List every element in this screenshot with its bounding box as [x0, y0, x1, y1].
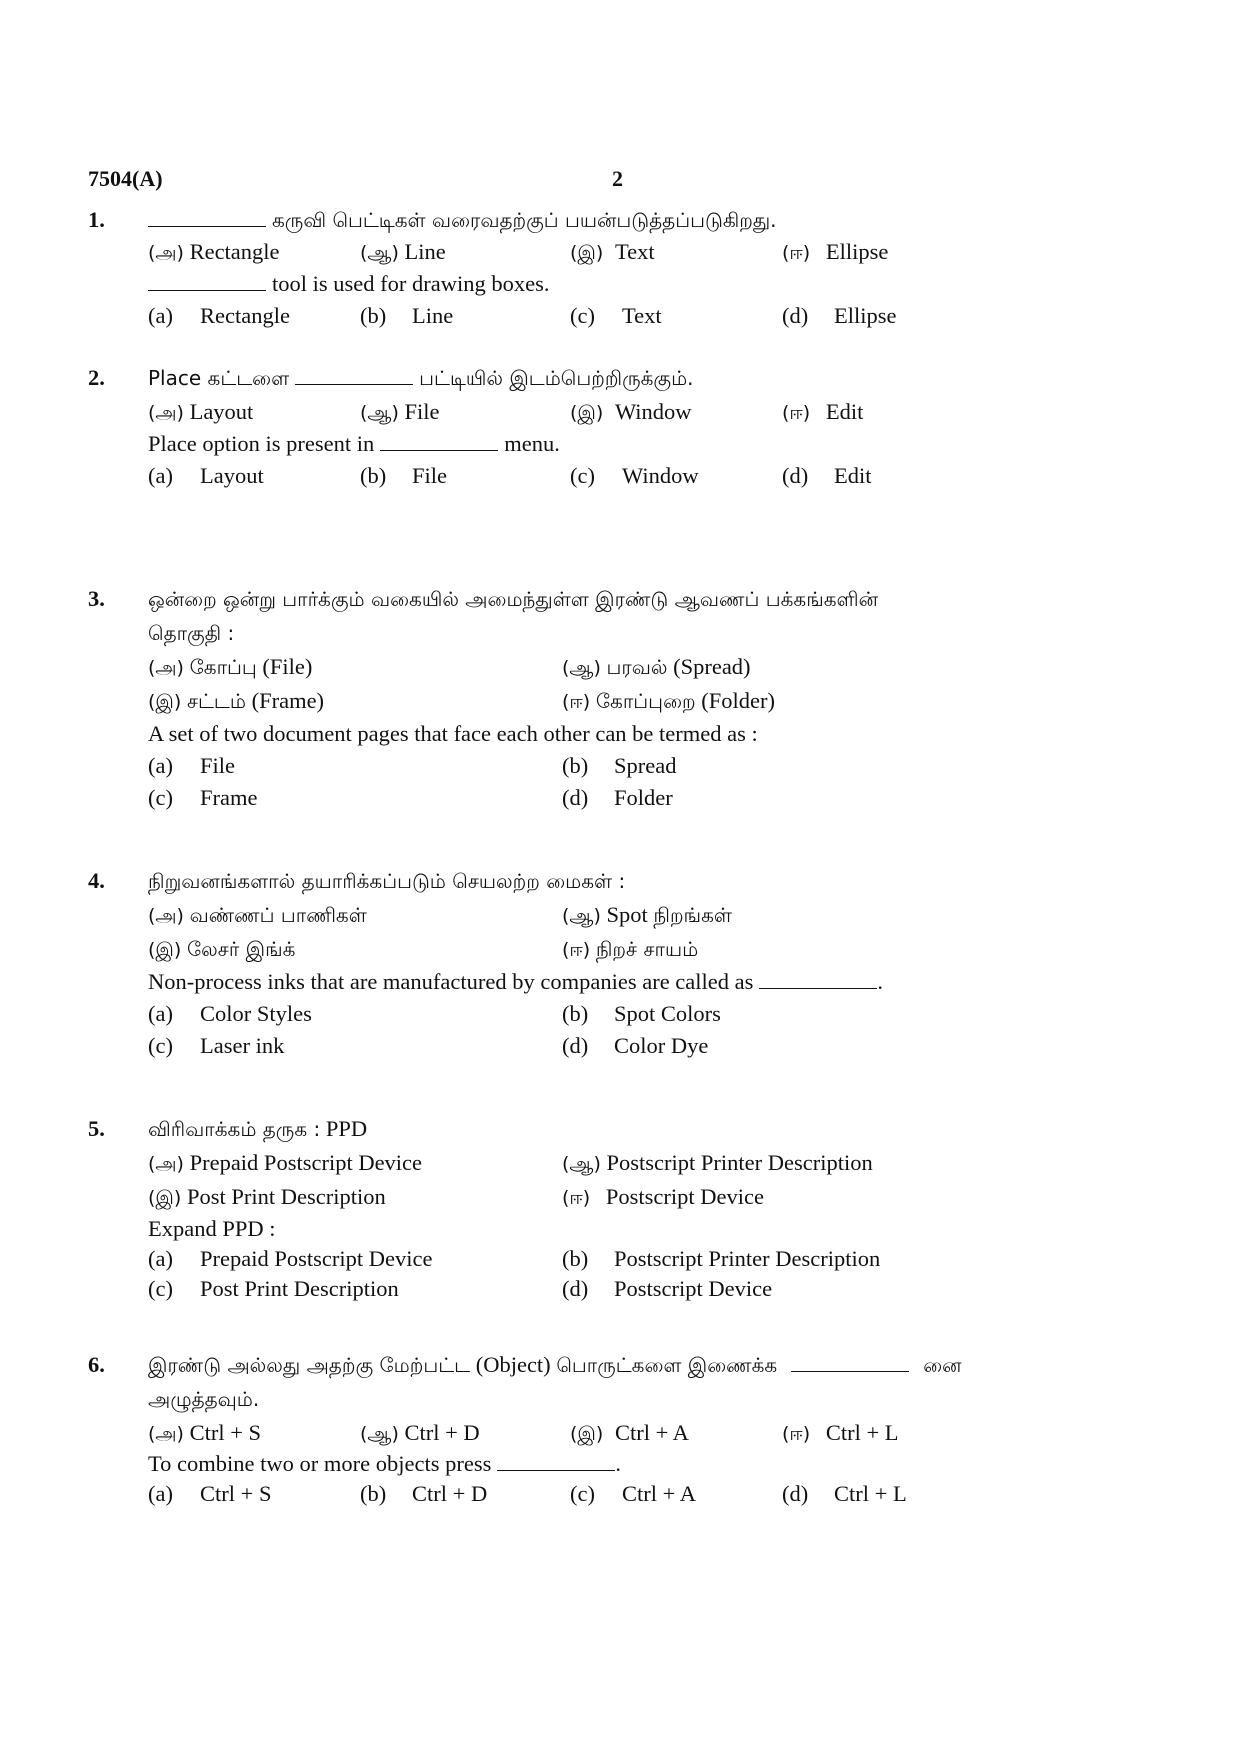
option-b-en: (b) [360, 303, 387, 328]
english-stem-text: tool is used for drawing boxes. [272, 271, 550, 296]
option-a-ta: (அ) Ctrl + S [148, 1420, 262, 1445]
option-c-en: (c) [570, 1481, 595, 1506]
option-c-text: Post Print Description [200, 1276, 399, 1301]
option-c-ta: (இ) லேசர் இங்க் [148, 937, 296, 961]
option-d-text: Postscript Device [614, 1276, 773, 1301]
option-d-ta: (ஈ) Ctrl + L [782, 1420, 899, 1445]
option-a-en: (a) [148, 1481, 173, 1506]
option-c-ta: (இ) சட்டம் (Frame) [148, 688, 325, 713]
paper-code: 7504(A) [88, 166, 163, 191]
option-c-text: Window [622, 463, 699, 488]
option-a-en: (a) [148, 303, 173, 328]
page-number: 2 [612, 166, 623, 191]
option-a-ta: (அ) கோப்பு (File) [148, 654, 313, 679]
option-d-en: (d) [562, 785, 589, 810]
tamil-stem: Place கட்டளை பட்டியில் இடம்பெற்றிருக்கும். [148, 366, 694, 390]
english-options-row-1 [148, 998, 1148, 1030]
tamil-stem-line-2: தொகுதி : [148, 621, 235, 645]
option-a-text: Layout [200, 463, 264, 488]
english-stem: A set of two document pages that face each other can be termed as : [148, 721, 758, 746]
option-d-ta: (ஈ) நிறச் சாயம் [562, 937, 699, 961]
option-b-en: (b) [360, 1481, 387, 1506]
english-options-row-1 [148, 750, 1148, 782]
option-b-text: Ctrl + D [412, 1481, 488, 1506]
english-stem: Place option is present in menu. [148, 431, 560, 456]
english-options [148, 1478, 1148, 1510]
english-stem: Non-process inks that are manufactured by companies are called as . [148, 969, 884, 994]
option-b-en: (b) [360, 463, 387, 488]
answer-blank [759, 968, 877, 989]
option-b-ta: (ஆ) Spot நிறங்கள் [562, 902, 732, 927]
option-d-en: (d) [782, 1481, 809, 1506]
option-d-text: Ctrl + L [834, 1481, 907, 1506]
option-d-en: (d) [562, 1033, 589, 1058]
tamil-stem-line-1: ஒன்றை ஒன்று பார்க்கும் வகையில் அமைந்துள்ள இரண்டு ஆவணப் பக்கங்களின் [148, 587, 879, 611]
option-b-ta: (ஆ) Ctrl + D [360, 1420, 480, 1445]
option-d-ta: (ஈ) Edit [782, 399, 864, 424]
option-d-ta: (ஈ) கோப்புறை (Folder) [562, 688, 775, 713]
option-a-text: Rectangle [200, 303, 290, 328]
english-options-row-2 [148, 1030, 1148, 1062]
option-d-text: Folder [614, 785, 673, 810]
option-c-en: (c) [148, 785, 173, 810]
tamil-stem-line-2: அழுத்தவும். [148, 1387, 260, 1411]
tamil-options-row-2 [148, 684, 1148, 718]
tamil-stem-text: கருவி பெட்டிகள் வரைவதற்குப் பயன்படுத்தப்படுகிறது. [272, 208, 777, 232]
answer-blank [295, 364, 413, 385]
option-b-text: File [412, 463, 448, 488]
option-c-text: Ctrl + A [622, 1481, 696, 1506]
tamil-options [148, 396, 1148, 428]
tamil-options [148, 1416, 1148, 1450]
question-number: 3. [88, 586, 105, 611]
option-b-text: Spot Colors [614, 1001, 721, 1026]
tamil-options [148, 236, 1148, 268]
option-c-en: (c) [148, 1033, 173, 1058]
tamil-options-row-2 [148, 1180, 1148, 1214]
option-d-en: (d) [562, 1276, 589, 1301]
option-c-en: (c) [148, 1276, 173, 1301]
answer-blank [791, 1351, 909, 1372]
english-stem [148, 268, 1148, 300]
english-stem: Expand PPD : [148, 1216, 276, 1241]
option-b-en: (b) [562, 753, 589, 778]
option-b-text: Spread [614, 753, 677, 778]
option-b-en: (b) [562, 1001, 589, 1026]
tamil-options-row-1 [148, 1146, 1148, 1180]
option-d-en: (d) [782, 463, 809, 488]
option-c-text: Frame [200, 785, 258, 810]
option-d-ta: (ஈ) Ellipse [782, 239, 889, 264]
option-a-ta: (அ) Prepaid Postscript Device [148, 1150, 423, 1175]
question-number: 4. [88, 868, 105, 893]
answer-blank [380, 430, 498, 451]
option-a-en: (a) [148, 753, 173, 778]
tamil-stem: நிறுவனங்களால் தயாரிக்கப்படும் செயலற்ற மைகள் : [148, 869, 626, 893]
option-c-en: (c) [570, 303, 595, 328]
tamil-options-row-1 [148, 898, 1148, 932]
option-d-text: Edit [834, 463, 872, 488]
tamil-stem [148, 204, 1148, 236]
option-b-text: Line [412, 303, 454, 328]
answer-blank [148, 206, 266, 227]
option-c-en: (c) [570, 463, 595, 488]
option-b-en: (b) [562, 1246, 589, 1271]
option-a-text: Prepaid Postscript Device [200, 1246, 433, 1271]
option-a-en: (a) [148, 1001, 173, 1026]
option-a-ta: (அ) Rectangle [148, 239, 280, 264]
question-number: 6. [88, 1352, 105, 1377]
answer-blank [497, 1450, 615, 1471]
english-options-row-2 [148, 782, 1148, 814]
tamil-options-row-2 [148, 932, 1148, 966]
option-a-text: Color Styles [200, 1001, 312, 1026]
option-b-text: Postscript Printer Description [614, 1246, 881, 1271]
option-a-text: Ctrl + S [200, 1481, 272, 1506]
option-a-en: (a) [148, 463, 173, 488]
option-a-ta: (அ) Layout [148, 399, 254, 424]
english-options-row-1 [148, 1244, 1148, 1274]
option-d-ta: (ஈ) Postscript Device [562, 1184, 764, 1209]
option-a-text: File [200, 753, 236, 778]
option-c-text: Laser ink [200, 1033, 285, 1058]
option-c-ta: (இ) Text [570, 239, 655, 264]
answer-blank [148, 270, 266, 291]
option-b-ta: (ஆ) Line [360, 239, 446, 264]
question-number: 5. [88, 1116, 105, 1141]
question-number: 1. [88, 207, 105, 232]
tamil-options-row-1 [148, 650, 1148, 684]
english-stem: To combine two or more objects press . [148, 1451, 621, 1476]
option-b-ta: (ஆ) Postscript Printer Description [562, 1150, 873, 1175]
tamil-stem-line-1: இரண்டு அல்லது அதற்கு மேற்பட்ட (Object) பொருட்களை இணைக்க னை [148, 1352, 962, 1377]
option-d-text: Color Dye [614, 1033, 709, 1058]
english-options-row-2 [148, 1274, 1148, 1304]
tamil-stem: விரிவாக்கம் தருக : PPD [148, 1116, 368, 1141]
option-c-text: Text [622, 303, 662, 328]
option-c-ta: (இ) Post Print Description [148, 1184, 386, 1209]
option-b-ta: (ஆ) File [360, 399, 440, 424]
english-options [148, 300, 1148, 332]
option-c-ta: (இ) Ctrl + A [570, 1420, 689, 1445]
option-d-text: Ellipse [834, 303, 897, 328]
option-b-ta: (ஆ) பரவல் (Spread) [562, 654, 751, 679]
option-d-en: (d) [782, 303, 809, 328]
question-number: 2. [88, 365, 105, 390]
option-a-en: (a) [148, 1246, 173, 1271]
option-a-ta: (அ) வண்ணப் பாணிகள் [148, 903, 367, 927]
option-c-ta: (இ) Window [570, 399, 692, 424]
english-options [148, 460, 1148, 492]
